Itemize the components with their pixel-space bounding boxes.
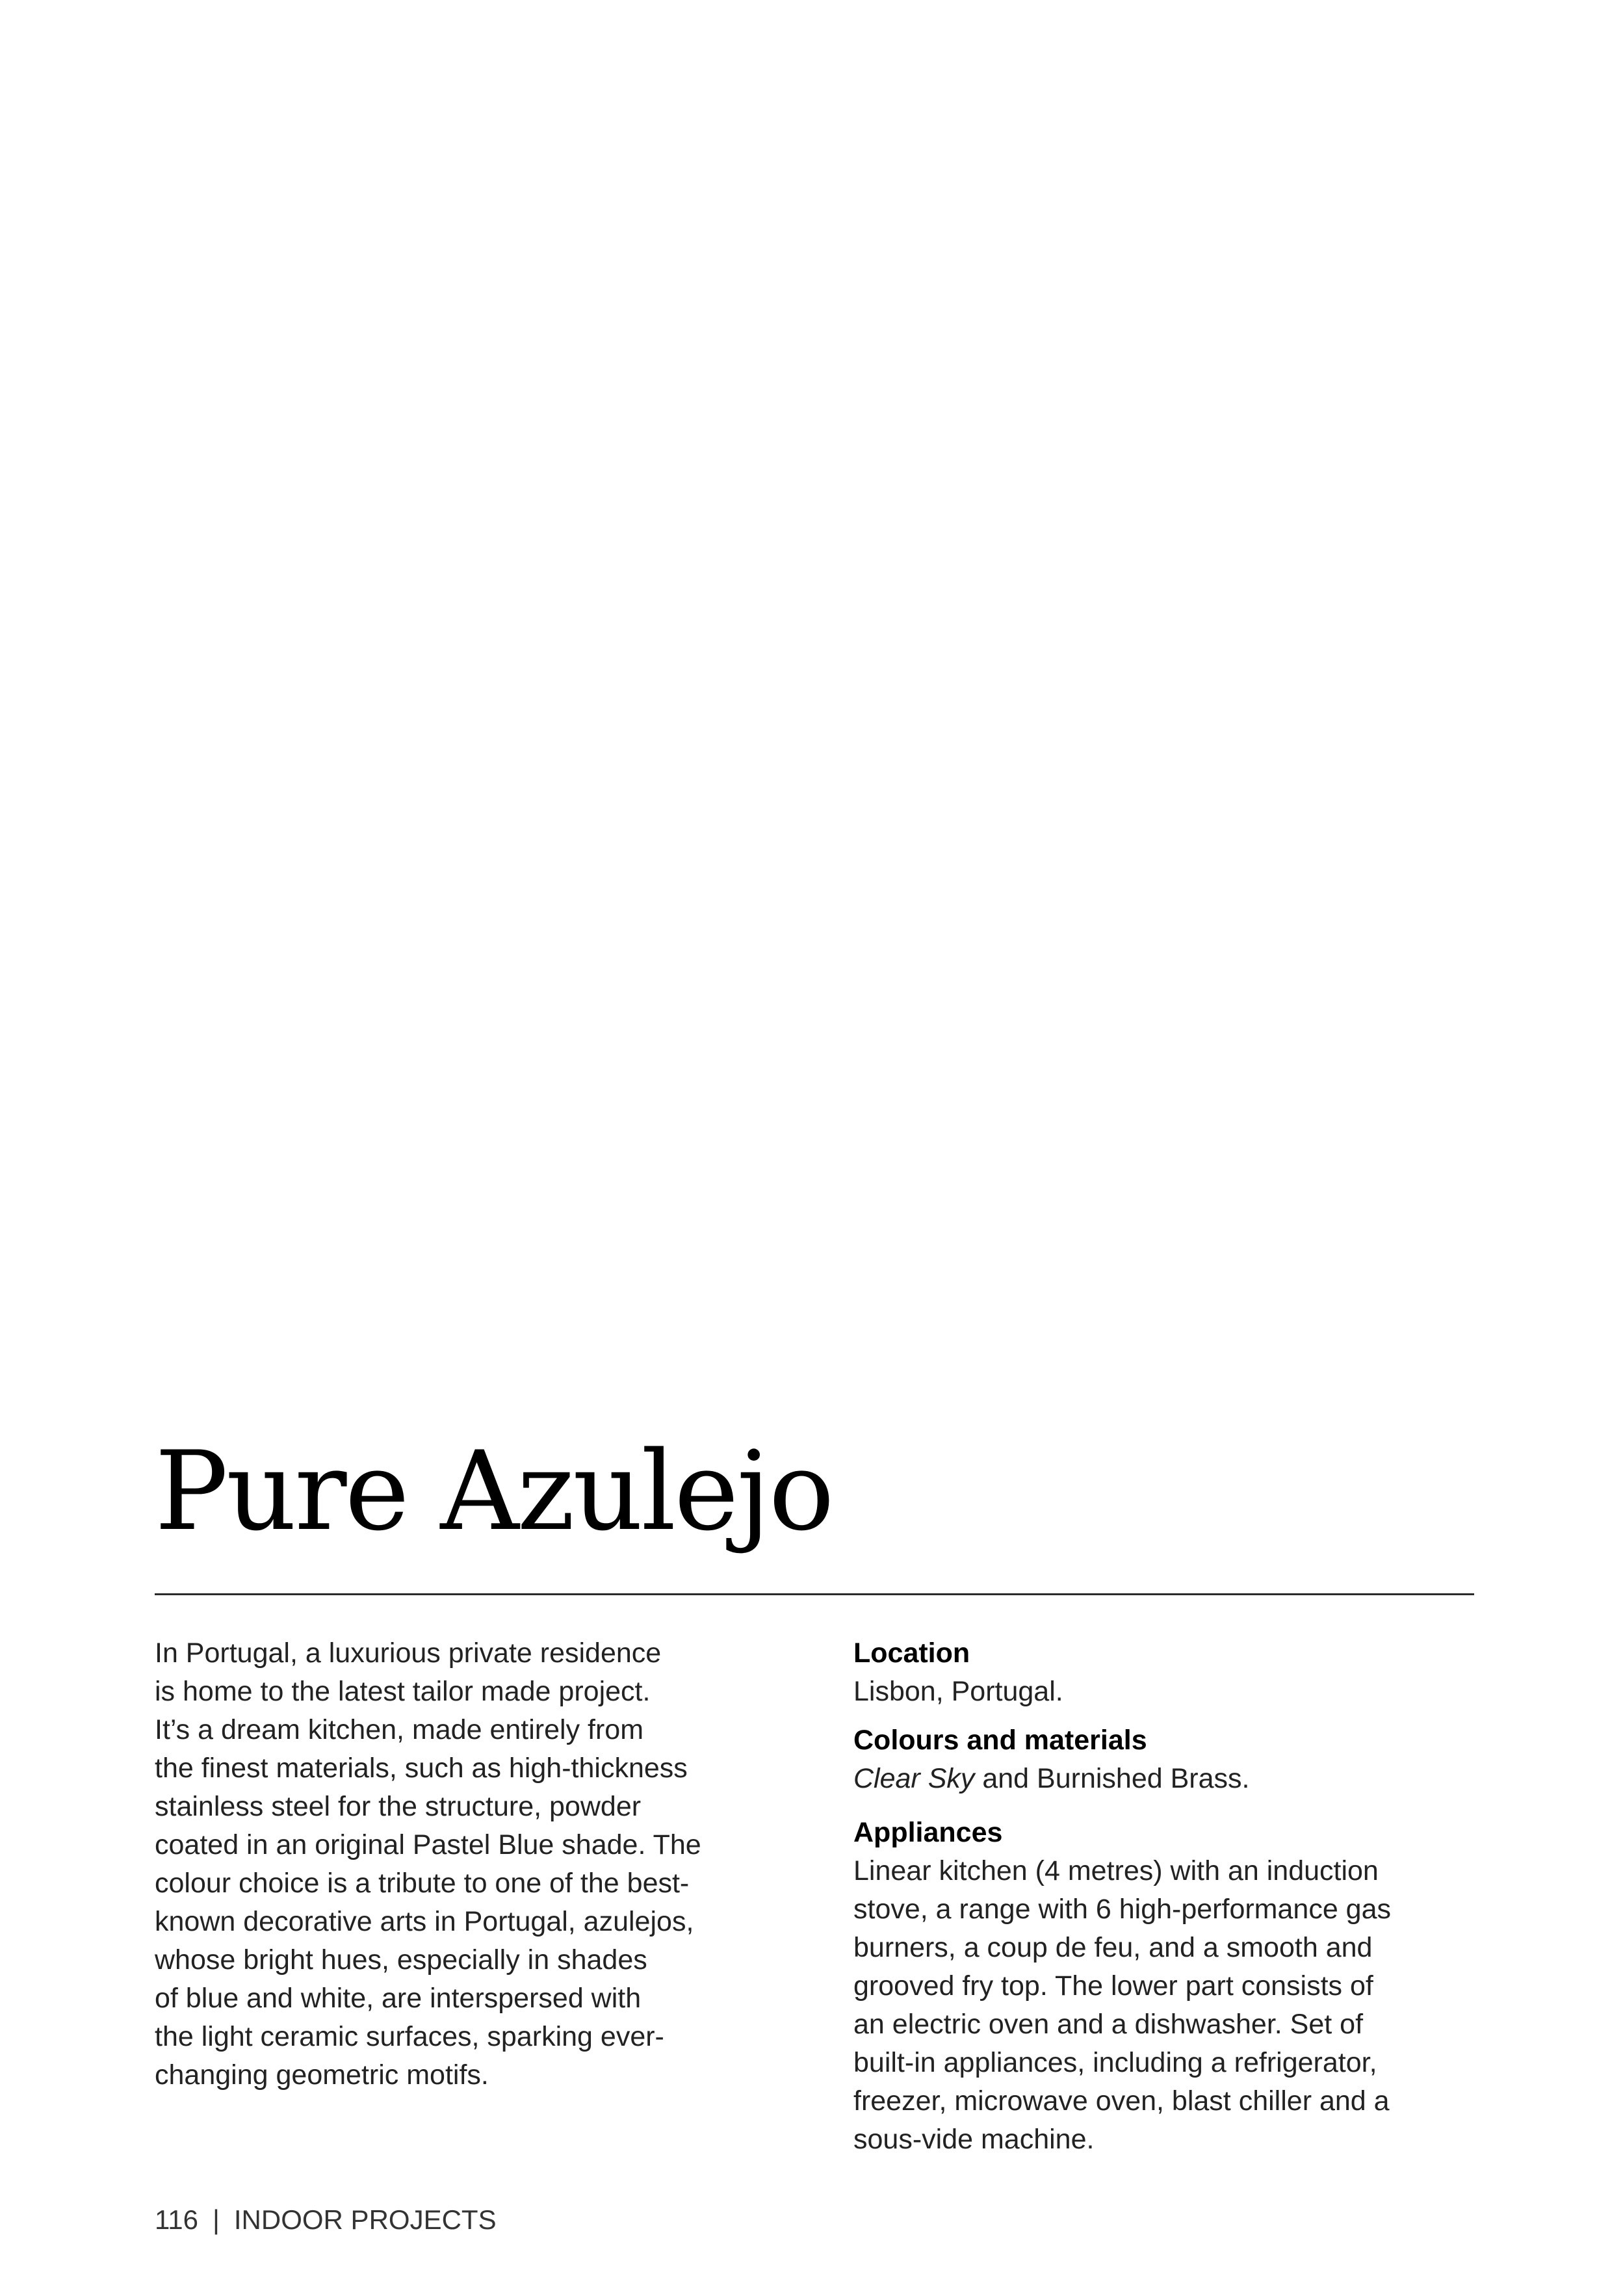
intro-line: the finest materials, such as high-thickness <box>155 1753 688 1784</box>
intro-line: of blue and white, are interspersed with <box>155 1983 642 2014</box>
appliances-line: built-in appliances, including a refrigerator, <box>853 2047 1377 2078</box>
appliances-label: Appliances <box>853 1817 1003 1848</box>
location-block <box>853 1634 1477 1711</box>
intro-line: stainless steel for the structure, powder <box>155 1791 642 1822</box>
section-name: INDOOR PROJECTS <box>233 2204 497 2235</box>
intro-line: In Portugal, a luxurious private residence <box>155 1637 662 1669</box>
appliances-line: grooved fry top. The lower part consists of <box>853 1970 1373 2002</box>
colours-value <box>853 1760 1477 1798</box>
appliances-line: an electric oven and a dishwasher. Set of <box>853 2009 1364 2040</box>
appliances-line: burners, a coup de feu, and a smooth and <box>853 1932 1373 1963</box>
location-label: Location <box>853 1637 970 1669</box>
intro-line: coated in an original Pastel Blue shade. The <box>155 1829 701 1860</box>
intro-line: colour choice is a tribute to one of the best- <box>155 1868 690 1899</box>
appliances-line: freezer, microwave oven, blast chiller and a <box>853 2085 1390 2117</box>
intro-line: whose bright hues, especially in shades <box>155 1944 647 1976</box>
intro-line: It’s a dream kitchen, made entirely from <box>155 1714 644 1745</box>
footer-separator: | <box>212 2204 220 2235</box>
intro-line: the light ceramic surfaces, sparking ever- <box>155 2021 664 2052</box>
appliances-value <box>853 1852 1477 2159</box>
colour-name-italic: Clear Sky <box>853 1763 975 1794</box>
appliances-block <box>853 1814 1477 2159</box>
colours-label: Colours and materials <box>853 1725 1147 1756</box>
page-footer <box>155 2204 497 2236</box>
appliances-line: sous-vide machine. <box>853 2124 1095 2155</box>
intro-line: known decorative arts in Portugal, azulejos, <box>155 1906 694 1937</box>
page-title: Pure Azulejo <box>155 1428 833 1555</box>
appliances-line: stove, a range with 6 high-performance gas <box>853 1894 1392 1925</box>
intro-line: changing geometric motifs. <box>155 2059 489 2091</box>
colours-value-rest: and Burnished Brass. <box>974 1763 1250 1794</box>
project-details <box>853 1634 1477 2159</box>
title-divider <box>155 1593 1474 1595</box>
colours-block <box>853 1721 1477 1798</box>
intro-paragraph <box>155 1634 772 2094</box>
intro-line: is home to the latest tailor made project. <box>155 1676 651 1707</box>
location-value: Lisbon, Portugal. <box>853 1676 1063 1707</box>
appliances-line: Linear kitchen (4 metres) with an induction <box>853 1855 1379 1886</box>
page-number: 116 <box>155 2204 198 2235</box>
